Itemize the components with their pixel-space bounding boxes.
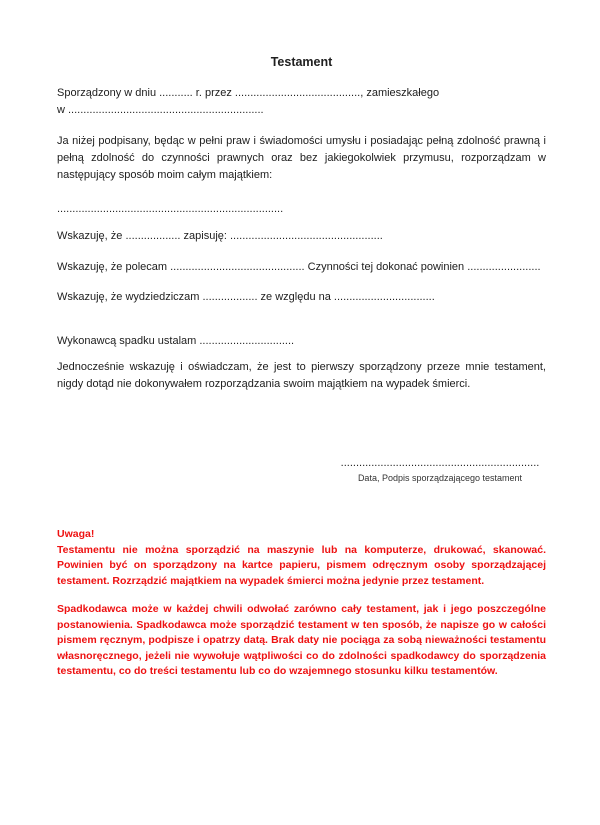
intro-line-2: w ................................................................: [57, 104, 264, 116]
signature-line: .................................................................: [340, 457, 540, 469]
signature-block: [334, 455, 546, 485]
bequest-line: Wskazuję, że .................. zapisuję: ..................................................: [57, 230, 383, 242]
intro-line-1: Sporządzony w dniu ........... r. przez ........................................., zamieszkałego: [57, 87, 440, 99]
notice-section: [57, 527, 546, 680]
first-will-paragraph: Jednocześnie wskazuję i oświadczam, że jest to pierwszy sporządzony przeze mnie testament, nigdy dotąd nie dokonywałem rozporządzania swoim majątkiem na wypadek śmierci.: [57, 361, 546, 390]
estate-fill-line: ..........................................................................: [57, 203, 284, 215]
signature-caption: Data, Podpis sporządzającego testament: [357, 473, 523, 483]
document-title: Testament: [270, 55, 333, 69]
disinheritance-line: Wskazuję, że wydziedziczam .................. ze względu na .................................: [57, 291, 435, 303]
notice-paragraph-1: Testamentu nie można sporządzić na maszynie lub na komputerze, drukować, skanować. Powinien być on sporządzony na kartce papieru, pismem odręcznym osoby sporządzającej testament. Rozrządzić majątkiem na wypadek śmierci można jedynie przez testament.: [57, 543, 546, 587]
notice-paragraph-2: Spadkodawca może w każdej chwili odwołać zarówno cały testament, jak i jego poszczególne postanowienia. Spadkodawca może sporządzić testament w ten sposób, że napisze go w całości pismem ręcznym, podpisze i opatrzy datą. Brak daty nie pociąga za sobą nieważności testamentu własnoręcznego, jeżeli nie wywołuje wątpliwości co do zdolności spadkodawcy do sporządzenia testamentu, co do treści testamentu lub co do wzajemnego stosunku kilku testamentów.: [57, 603, 546, 677]
intro-paragraph: [57, 85, 546, 119]
notice-heading: Uwaga!: [57, 528, 95, 540]
instruction-line: Wskazuję, że polecam ............................................ Czynności tej dokonać powinien ........................: [57, 261, 541, 273]
declaration-paragraph: Ja niżej podpisany, będąc w pełni praw i świadomości umysłu i posiadając pełną zdolność prawną i pełną zdolność do czynności prawnych oraz bez jakiegokolwiek przymusu, rozporządzam w następujący sposób moim całym majątkiem:: [57, 135, 546, 181]
executor-line: Wykonawcą spadku ustalam ...............................: [57, 335, 295, 347]
